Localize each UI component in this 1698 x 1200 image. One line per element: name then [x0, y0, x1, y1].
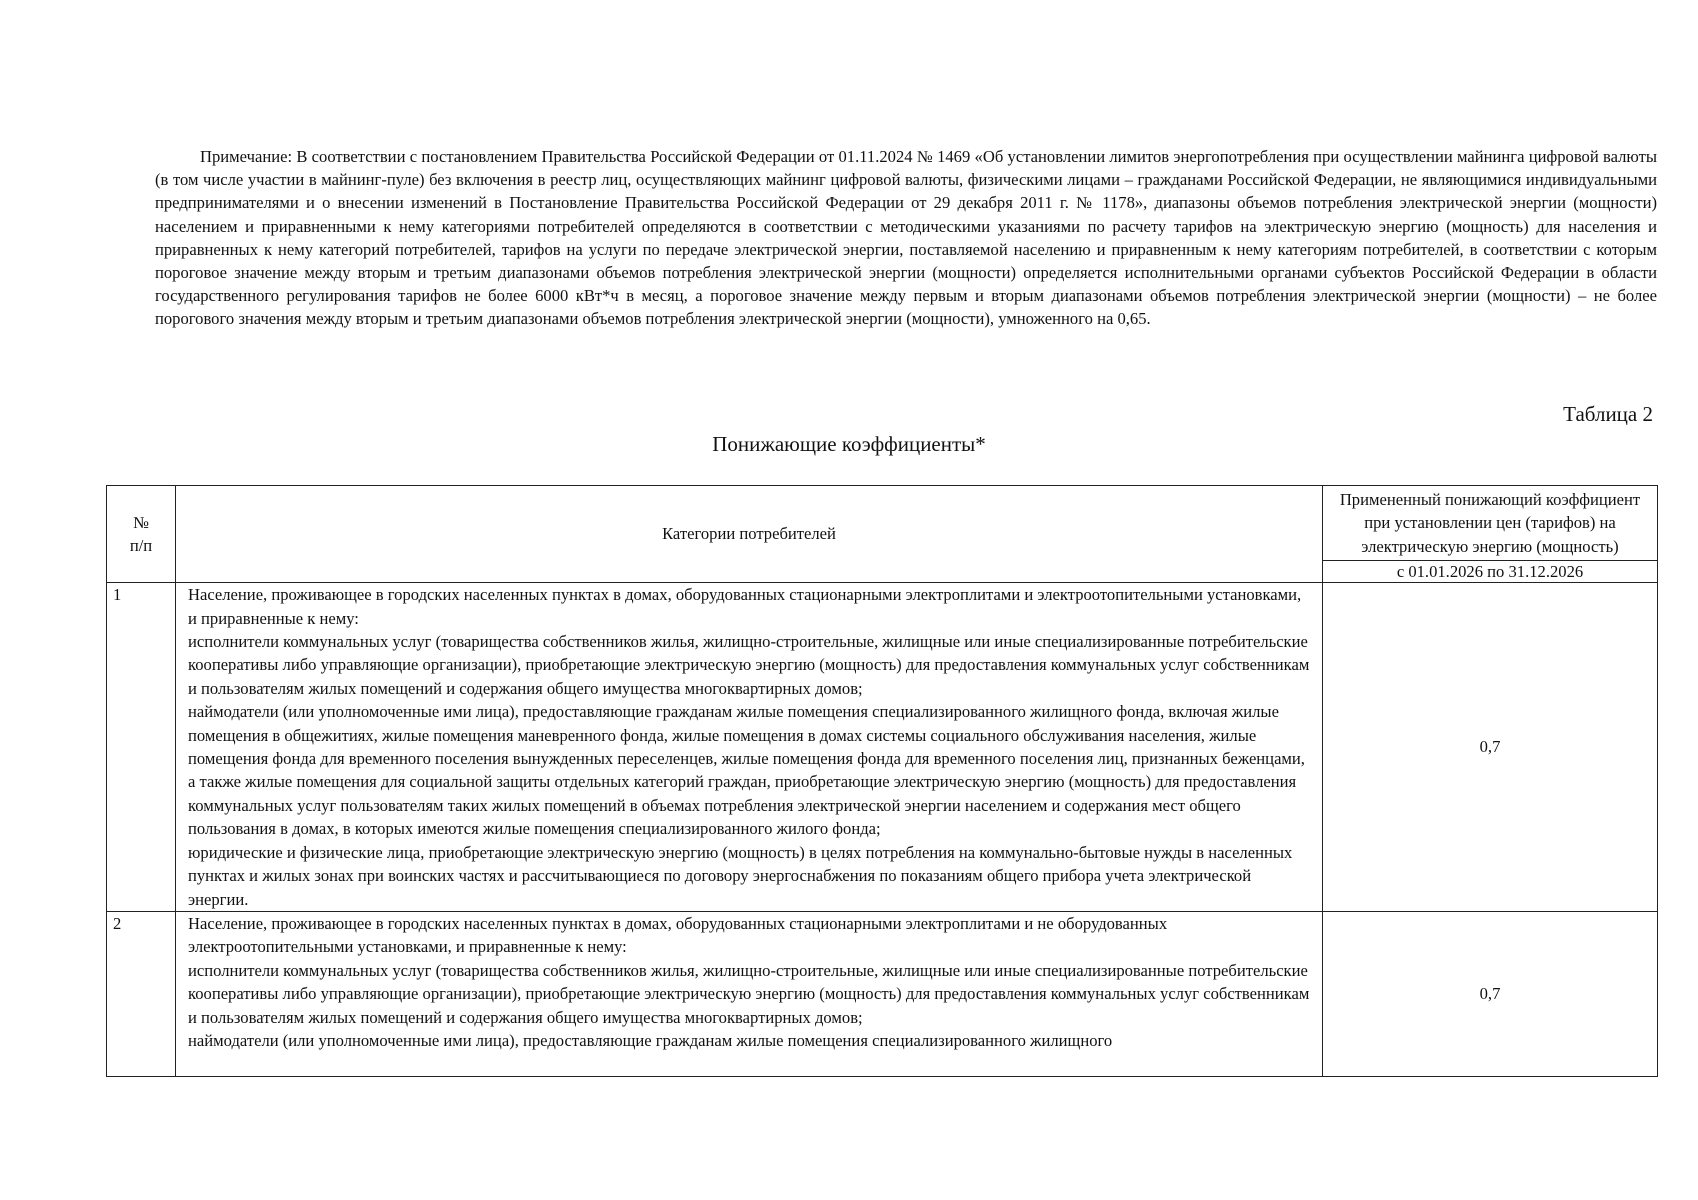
category-paragraph: наймодатели (или уполномоченные ими лица), предоставляющие гражданам жилые помещения специализированного жилищного: [188, 1030, 1113, 1050]
row-categories: [176, 911, 1323, 1076]
category-paragraph: наймодатели (или уполномоченные ими лица), предоставляющие гражданам жилые помещения специализированного жилищного фонда, включая жилые помещения в общежитиях, жилые помещения маневренного фонда, жилые помещения в домах системы социального обслуживания населения, жилые помещения фонда для временного поселения вынужденных переселенцев, жилые помещения фонда для временного поселения лиц, признанных беженцами, а также жилые помещения для социальной защиты отдельных категорий граждан, приобретающие электрическую энергию (мощность) для предоставления коммунальных услуг пользователям таких жилых помещений в объемах потребления электрической энергии населением и содержания мест общего пользования в домах, в которых имеются жилые помещения специализированного жилого фонда;: [188, 702, 1305, 839]
row-number: 1: [107, 583, 176, 912]
category-paragraph: исполнители коммунальных услуг (товарищества собственников жилья, жилищно-строительные, жилищные или иные специализированные потребительские кооперативы либо управляющие организации), приобретающие электрическую энергию (мощность) для предоставления коммунальных услуг собственникам и пользователям жилых помещений и содержания общего имущества многоквартирных домов;: [188, 632, 1310, 698]
category-paragraph: юридические и физические лица, приобретающие электрическую энергию (мощность) в целях потребления на коммунально-бытовые нужды в населенных пунктах и жилых зонах при воинских частях и рассчитывающиеся по договору энергоснабжения по показаниям общего прибора учета электрической энергии.: [188, 842, 1293, 909]
header-coefficient: Примененный понижающий коэффициент при установлении цен (тарифов) на электрическую энергию (мощность): [1323, 486, 1658, 561]
row-number: 2: [107, 911, 176, 1076]
row-categories: [176, 583, 1323, 912]
category-paragraph: исполнители коммунальных услуг (товарищества собственников жилья, жилищно-строительные, жилищные или иные специализированные потребительские кооперативы либо управляющие организации), приобретающие электрическую энергию (мощность) для предоставления коммунальных услуг собственникам и пользователям жилых помещений и содержания общего имущества многоквартирных домов;: [188, 960, 1310, 1027]
coefficients-table: [106, 485, 1658, 1077]
row-coefficient: 0,7: [1323, 583, 1658, 912]
header-category: Категории потребителей: [176, 486, 1323, 583]
note-paragraph: Примечание: В соответствии с постановлением Правительства Российской Федерации от 01.11.2024 № 1469 «Об установлении лимитов энергопотребления при осуществлении майнинга цифровой валюты (в том числе участии в майнинг-пуле) без включения в реестр лиц, осуществляющих майнинг цифровой валюты, физическими лицами – гражданами Российской Федерации, не являющимися индивидуальными предпринимателями и о внесении изменений в Постановление Правительства Российской Федерации от 29 декабря 2011 г. № 1178», диапазоны объемов потребления электрической энергии (мощности) населением и приравненными к нему категориями потребителей определяются в соответствии с методическими указаниями по расчету тарифов на электрическую энергию (мощность) для населения и приравненных к нему категорий потребителей, тарифов на услуги по передаче электрической энергии, поставляемой населению и приравненным к нему категориям потребителей, в соответствии с которым пороговое значение между вторым и третьим диапазонами объемов потребления электрической энергии (мощности) определяется исполнительными органами субъектов Российской Федерации в области государственного регулирования тарифов не более 6000 кВт*ч в месяц, а пороговое значение между первым и вторым диапазонами объемов потребления электрической энергии (мощности) – не более порогового значения между вторым и третьим диапазонами объемов потребления электрической энергии (мощности), умноженного на 0,65.: [155, 147, 1657, 329]
table-row: [107, 583, 1658, 912]
table-header-row: [107, 486, 1658, 561]
category-text-wrap: [188, 912, 1312, 1072]
category-paragraph: Население, проживающее в городских населенных пунктах в домах, оборудованных стационарными электроплитами и не оборудованных электроотопительными установками, и приравненные к нему:: [188, 913, 1168, 957]
header-number: [107, 486, 176, 583]
header-number-line1: №: [133, 512, 149, 532]
row-coefficient: 0,7: [1323, 911, 1658, 1076]
header-period: с 01.01.2026 по 31.12.2026: [1323, 561, 1658, 583]
category-paragraph: Население, проживающее в городских населенных пунктах в домах, оборудованных стационарными электроплитами и электроотопительными установками, и приравненные к нему:: [188, 585, 1302, 628]
table-title: Понижающие коэффициенты*: [712, 432, 986, 456]
header-number-line2: п/п: [129, 536, 153, 556]
table-label: Таблица 2: [1563, 402, 1653, 426]
table-row: [107, 911, 1658, 1076]
